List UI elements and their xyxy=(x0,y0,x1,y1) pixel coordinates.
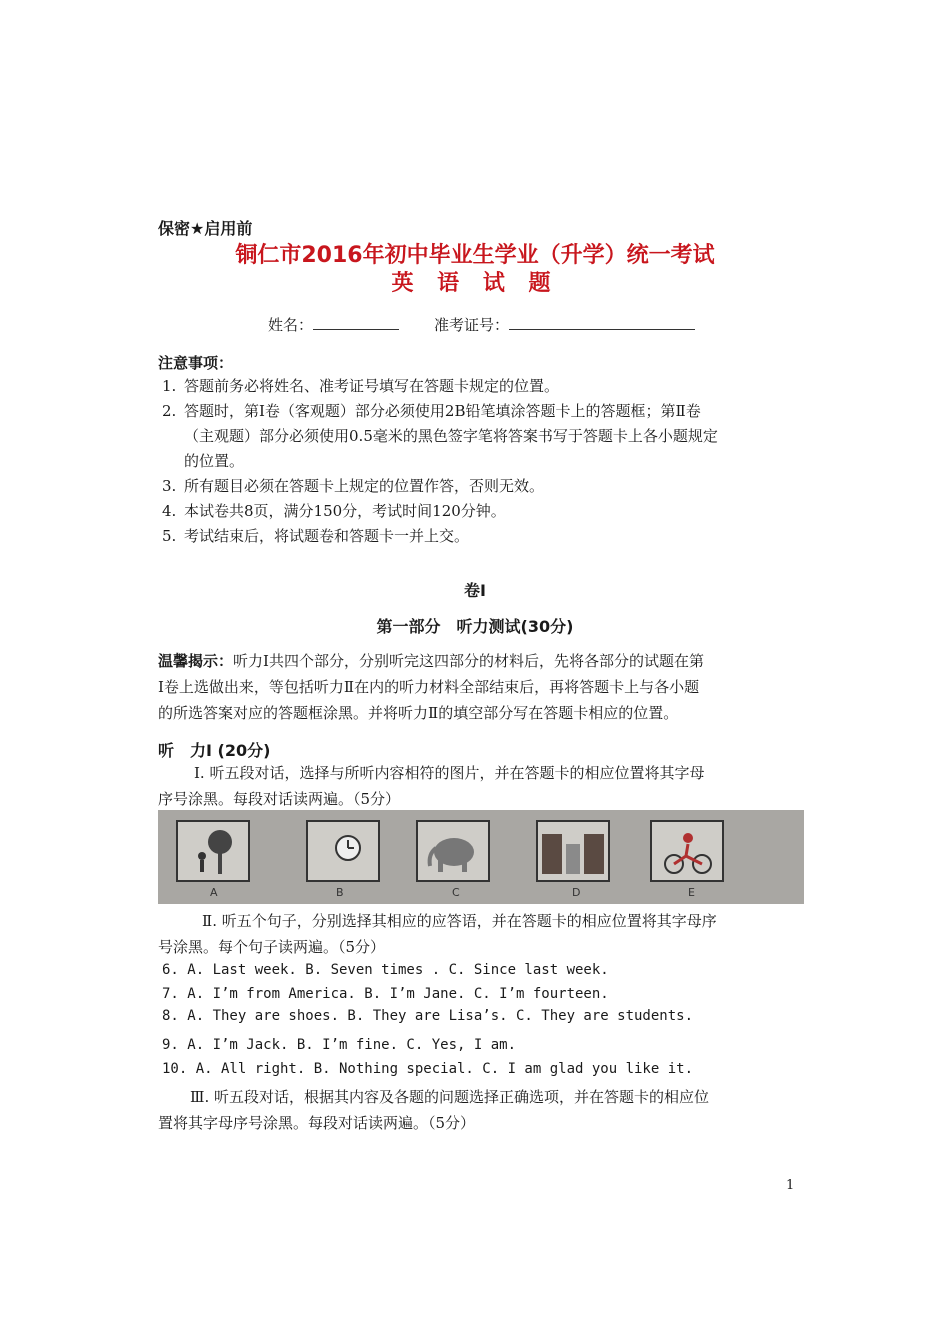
picture-e xyxy=(650,820,724,882)
note-item: 3. 所有题目必须在答题卡上规定的位置作答，否则无效。 xyxy=(162,477,545,495)
question-7: 7. A. I’m from America. B. I’m Jane. C. I’m fourteen. xyxy=(162,986,609,1002)
confidential-label: 保密★启用前 xyxy=(158,219,253,238)
question-8: 8. A. They are shoes. B. They are Lisa’s. C. They are students. xyxy=(162,1008,694,1024)
tree-child-icon xyxy=(178,822,248,880)
section1-instructions: Ⅰ. 听五段对话，选择与所听内容相符的图片，并在答题卡的相应位置将其字母 序号涂黑。每段对话读两遍。（5分） xyxy=(158,764,705,808)
question-10: 10. A. All right. B. Nothing special. C. I am glad you like it. xyxy=(162,1061,694,1077)
picture-label: A xyxy=(210,886,218,899)
page-number: 1 xyxy=(786,1178,795,1193)
picture-options-photo xyxy=(158,810,804,904)
name-label: 姓名： xyxy=(268,316,314,334)
bicycle-icon xyxy=(652,822,722,880)
exam-number-label: 准考证号： xyxy=(434,316,510,334)
exam-number-field xyxy=(434,314,695,335)
section3-instructions: Ⅲ. 听五段对话，根据其内容及各题的问题选择正确选项，并在答题卡的相应位 置将其字母序号涂黑。每段对话读两遍。（5分） xyxy=(158,1088,710,1132)
picture-d xyxy=(536,820,610,882)
picture-label: B xyxy=(336,886,344,899)
name-field xyxy=(268,314,399,335)
section2-instructions: Ⅱ. 听五个句子，分别选择其相应的应答语，并在答题卡的相应位置将其字母序 号涂黑。每个句子读两遍。（5分） xyxy=(158,912,717,956)
note-item: 5. 考试结束后，将试题卷和答题卡一并上交。 xyxy=(162,527,470,545)
library-shelves-icon xyxy=(538,822,608,880)
picture-label: C xyxy=(452,886,460,899)
tip-paragraph: 温馨揭示：听力Ⅰ共四个部分，分别听完这四部分的材料后，先将各部分的试题在第 Ⅰ卷上选做出来，等包括听力Ⅱ在内的听力材料全部结束后，再将答题卡上与各小题 的所选答案对应的答题框涂黑。并将听力Ⅱ的填空部分写在答题卡相应的位置。 xyxy=(158,652,704,722)
exam-subtitle: 英 语 试 题 xyxy=(391,271,559,296)
picture-label: E xyxy=(688,886,695,899)
part1-heading: 第一部分 听力测试(30分) xyxy=(376,617,574,636)
listening-heading: 听 力Ⅰ (20分) xyxy=(158,741,271,760)
exam-title: 铜仁市2016年初中毕业生学业（升学）统一考试 xyxy=(235,243,715,268)
picture-label: D xyxy=(572,886,581,899)
name-blank xyxy=(313,315,399,330)
picture-b xyxy=(306,820,380,882)
note-item: 2. 答题时，第Ⅰ卷（客观题）部分必须使用2B铅笔填涂答题卡上的答题框；第Ⅱ卷 （主观题）部分必须使用0.5毫米的黑色签字笔将答案书写于答题卡上各小题规定 的位置。 xyxy=(162,402,718,470)
picture-c xyxy=(416,820,490,882)
question-6: 6. A. Last week. B. Seven times . C. Since last week. xyxy=(162,962,609,978)
elephant-icon xyxy=(418,822,488,880)
notes-heading: 注意事项： xyxy=(158,354,234,372)
tip-label: 温馨揭示： xyxy=(158,652,234,670)
clock-icon xyxy=(308,822,378,880)
note-item: 4. 本试卷共8页，满分150分，考试时间120分钟。 xyxy=(162,502,506,520)
question-9: 9. A. I’m Jack. B. I’m fine. C. Yes, I am. xyxy=(162,1037,517,1053)
picture-a xyxy=(176,820,250,882)
exam-number-blank xyxy=(509,315,695,330)
volume-heading: 卷Ⅰ xyxy=(464,581,486,600)
note-item: 1. 答题前务必将姓名、准考证号填写在答题卡规定的位置。 xyxy=(162,377,560,395)
